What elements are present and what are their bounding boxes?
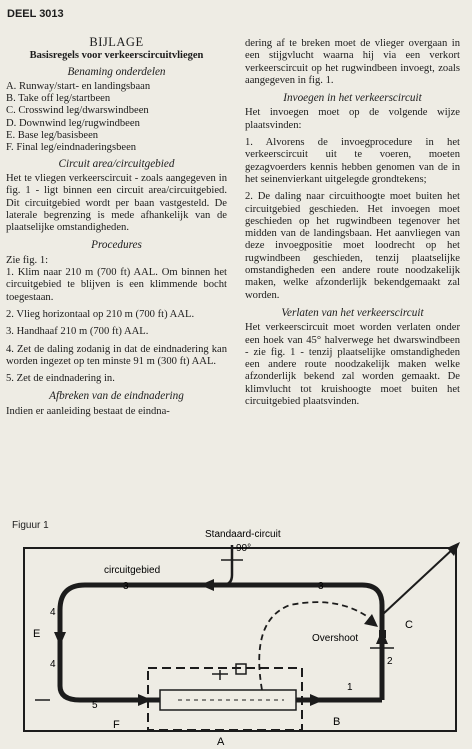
departure-route — [382, 548, 454, 615]
join-point: 2. De daling naar circuithoogte moet buiten het circuitgebied geschieden. Het invoegen moet geschieden op het rugwindbeen tegenover het midden van de landingsbaan. Het aanvliegen van deze invoegpositie moet loodrecht op het rugwindbeen geschieden, tenzij plaatselijke omstandigheden een andere route noodzakelijk maken, welke afzonderlijk bekendgemaakt zal worden. — [245, 191, 460, 301]
label-a: A — [217, 736, 225, 748]
list-item: B. Take off leg/startbeen — [6, 93, 111, 105]
procedure-item: 4. Zet de daling zodanig in dat de eindnadering kan worden ingezet op ten minste 91 m (300 ft) AAL. — [6, 343, 227, 367]
overshoot-route — [259, 602, 372, 690]
label-standaard-circuit: Standaard-circuit — [205, 529, 281, 540]
join-intro: Het invoegen moet op de volgende wijze plaatsvinden: — [245, 107, 460, 131]
abort-heading: Afbreken van de eindnadering — [49, 390, 184, 403]
label-angle: 90° — [236, 543, 252, 554]
document-code: DEEL 3013 — [7, 8, 64, 20]
procedures-intro: Zie fig. 1: — [6, 254, 49, 266]
right-column — [245, 38, 460, 413]
circuit-diagram — [0, 512, 472, 749]
legs-list — [6, 81, 227, 155]
list-item: E. Base leg/basisbeen — [6, 130, 99, 142]
entry-route — [210, 545, 232, 585]
label-1: 1 — [347, 682, 353, 693]
label-2: 2 — [387, 656, 393, 667]
marker-c — [379, 630, 386, 638]
appendix-subtitle: Basisregels voor verkeerscircuitvliegen — [29, 50, 204, 62]
procedure-item: 1. Klim naar 210 m (700 ft) AAL. Om binnen het circuitgebied te blijven is een klimmende bocht toegestaan. — [6, 267, 227, 303]
label-4b: 4 — [50, 659, 56, 670]
procedure-item: 2. Vlieg horizontaal op 210 m (700 ft) AAL. — [6, 308, 195, 320]
landing-t-icon — [212, 670, 228, 680]
leave-heading: Verlaten van het verkeerscircuit — [281, 306, 424, 319]
leave-text: Het verkeerscircuit moet worden verlaten onder een hoek van 45° halverwege het dwarswindbeen - zie fig. 1 - tenzij plaatselijke omstandigheden een andere route noodzakelijk maken welke afzonderlijk bekend zal worden gemaakt. De klimvlucht tot kruishoogte moet buiten het circuitgebied plaatsvinden. — [245, 322, 460, 408]
label-b: B — [333, 716, 341, 728]
list-item: D. Downwind leg/rugwindbeen — [6, 117, 140, 129]
label-e: E — [33, 628, 41, 640]
label-f: F — [113, 719, 120, 731]
area-heading: Circuit area/circuitgebied — [58, 157, 175, 170]
list-item: F. Final leg/eindnaderingsbeen — [6, 142, 137, 154]
label-5: 5 — [92, 700, 98, 711]
arrow-base-icon — [54, 632, 66, 646]
list-item: C. Crosswind leg/dwarswindbeen — [6, 105, 149, 117]
left-column — [6, 36, 227, 423]
abort-text: Indien er aanleiding bestaat de eindna- — [6, 405, 170, 417]
area-text: Het te vliegen verkeerscircuit - zoals aangegeven in fig. 1 - ligt binnen een circuit area/circuitgebied. Dit circuitgebied wordt per baan vastgesteld. De laterale begrenzing is mede afhankelijk van de plaatselijke omstandigheden. — [6, 172, 227, 234]
arrow-overshoot-icon — [364, 614, 378, 627]
arrow-takeoff-icon — [310, 694, 324, 706]
arrow-final-icon — [138, 694, 152, 706]
label-circuitgebied: circuitgebied — [104, 565, 161, 576]
join-heading: Invoegen in het verkeerscircuit — [283, 92, 422, 105]
label-overshoot: Overshoot — [312, 633, 359, 644]
label-3b: 3 — [318, 581, 324, 592]
list-item: A. Runway/start- en landingsbaan — [6, 80, 151, 92]
label-3a: 3 — [123, 581, 129, 592]
figure-title: Figuur 1 — [12, 520, 49, 531]
label-4a: 4 — [50, 607, 56, 618]
procedure-item: 5. Zet de eindnadering in. — [6, 373, 115, 385]
names-heading: Benaming onderdelen — [67, 65, 166, 78]
join-point: 1. Alvorens de invoegprocedure in het verkeerscircuit uit te voeren, moeten gezagvoerders kennis hebben genomen van de in het seinenvierkant uitgelegde grondtekens; — [245, 137, 460, 185]
abort-text-continued: dering af te breken moet de vlieger overgaan in een stijgvlucht waarna hij via een verkort verkeerscircuit op het rugwindbeen invoegt, zoals aangegeven in fig. 1. — [245, 38, 460, 86]
appendix-title: BIJLAGE — [89, 35, 144, 49]
procedure-item: 3. Handhaaf 210 m (700 ft) AAL. — [6, 326, 149, 338]
procedures-heading: Procedures — [91, 239, 142, 252]
label-c: C — [405, 619, 413, 631]
